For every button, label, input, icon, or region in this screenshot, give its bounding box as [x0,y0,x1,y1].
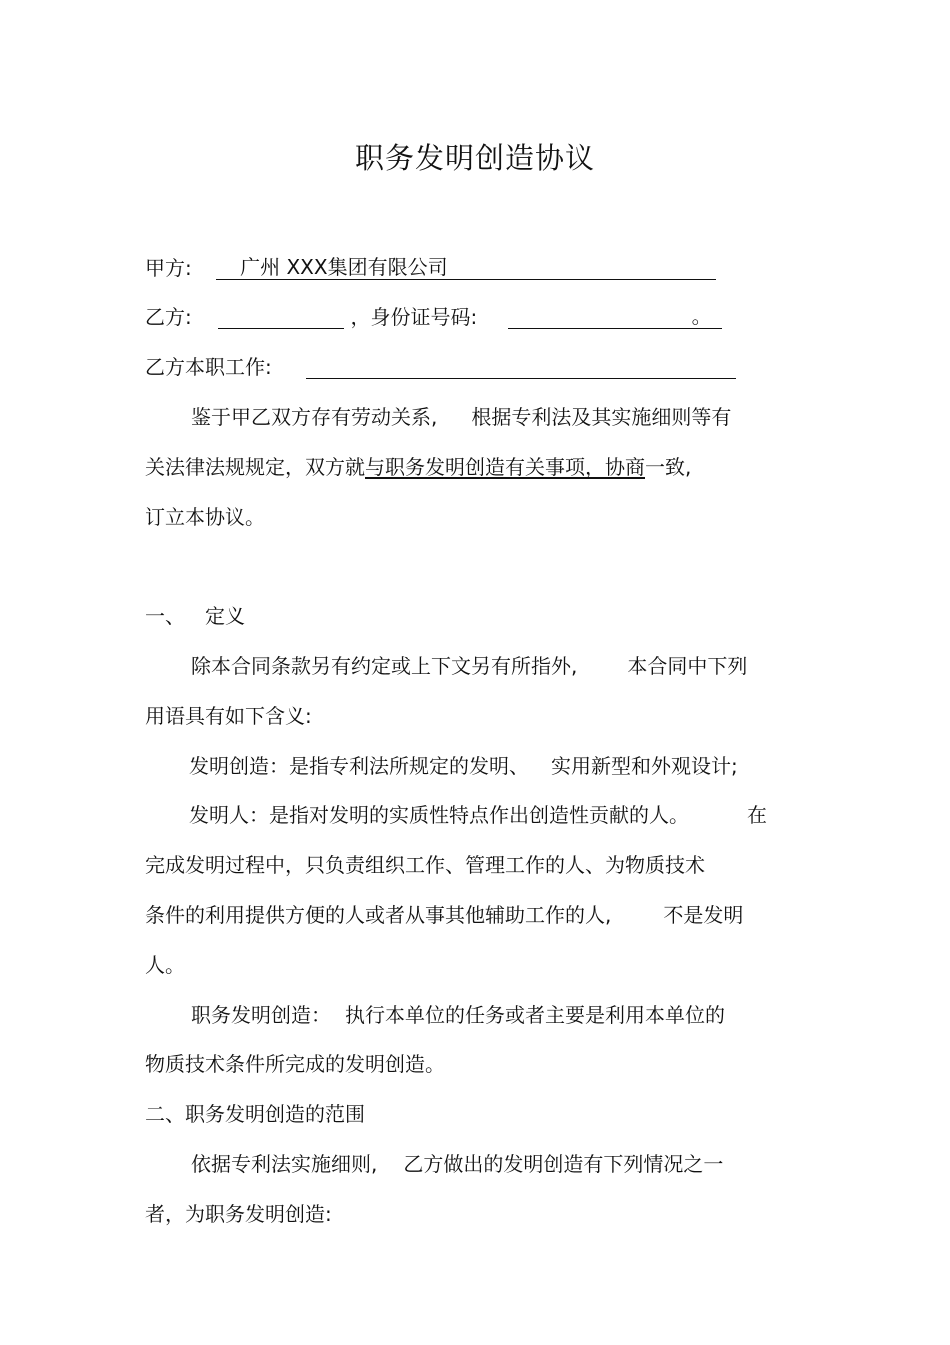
party-a-row [145,256,716,280]
party-b-name-field [218,306,344,329]
paragraph-text: 本合同中下列 [627,654,748,678]
section-1-para-1-line-1 [191,654,747,678]
preamble-line-3: 订立本协议。 [145,505,265,529]
preamble-line-2 [145,455,691,479]
party-b-job-field [306,356,736,379]
section-2-heading: 二、职务发明创造的范围 [145,1102,365,1126]
paragraph-text: 执行本单位的任务或者主要是利用本单位的 [345,1003,725,1027]
preamble-text: 根据专利法及其实施细则等有 [471,405,732,429]
party-b-job-label: 乙方本职工作: [145,355,272,379]
definition-service-invention-line-2: 物质技术条件所完成的发明创造。 [145,1052,445,1076]
document-title: 职务发明创造协议 [354,141,595,175]
paragraph-text: 实用新型和外观设计; [551,754,738,778]
section-1-para-1-line-2: 用语具有如下含义: [145,704,312,728]
party-a-field [216,257,716,280]
preamble-underlined-text: 与职务发明创造有关事项，协商 [365,455,645,479]
definition-inventor-line-2: 完成发明过程中，只负责组织工作、管理工作的人、为物质技术 [145,853,705,877]
paragraph-text: 乙方做出的发明创造有下列情况之一 [403,1152,724,1176]
party-b-row [145,305,722,329]
definition-inventor-line-4: 人。 [145,953,185,977]
paragraph-text: 发明创造：是指专利法所规定的发明、 [189,754,529,778]
preamble-line-1 [191,405,731,429]
paragraph-text: 条件的利用提供方便的人或者从事其他辅助工作的人, [145,903,612,927]
definition-service-invention-line-1 [191,1003,725,1027]
section-1-number: 一、 [145,604,185,628]
paragraph-text: 不是发明 [663,903,744,927]
definition-invention [189,754,738,778]
preamble-text: 一致, [645,455,692,479]
party-a-label: 甲方: [145,256,192,280]
paragraph-text: 依据专利法实施细则, [191,1152,378,1176]
party-a-value: 广州 XXX集团有限公司 [240,255,448,279]
section-1-title: 定义 [205,604,245,628]
definition-inventor-line-1 [189,803,767,827]
section-2-para-1-line-2: 者，为职务发明创造: [145,1202,332,1226]
paragraph-text: 职务发明创造： [191,1003,331,1027]
party-b-id-label: ，身份证号码: [350,305,478,329]
definition-inventor-line-3 [145,903,743,927]
section-1-heading [145,604,245,628]
paragraph-text: 发明人：是指对发明的实质性特点作出创造性贡献的人。 [189,803,689,827]
preamble-text: 关法律法规规定，双方就 [145,455,365,479]
preamble-text: 鉴于甲乙双方存有劳动关系, [191,405,438,429]
party-b-id-end: 。 [691,304,712,328]
paragraph-text: 除本合同条款另有约定或上下文另有所指外, [191,654,578,678]
party-b-label: 乙方: [145,305,192,329]
paragraph-text: 在 [747,803,767,827]
section-2-para-1-line-1 [191,1152,723,1176]
party-b-job-row [145,355,736,379]
party-b-id-field [508,306,722,329]
